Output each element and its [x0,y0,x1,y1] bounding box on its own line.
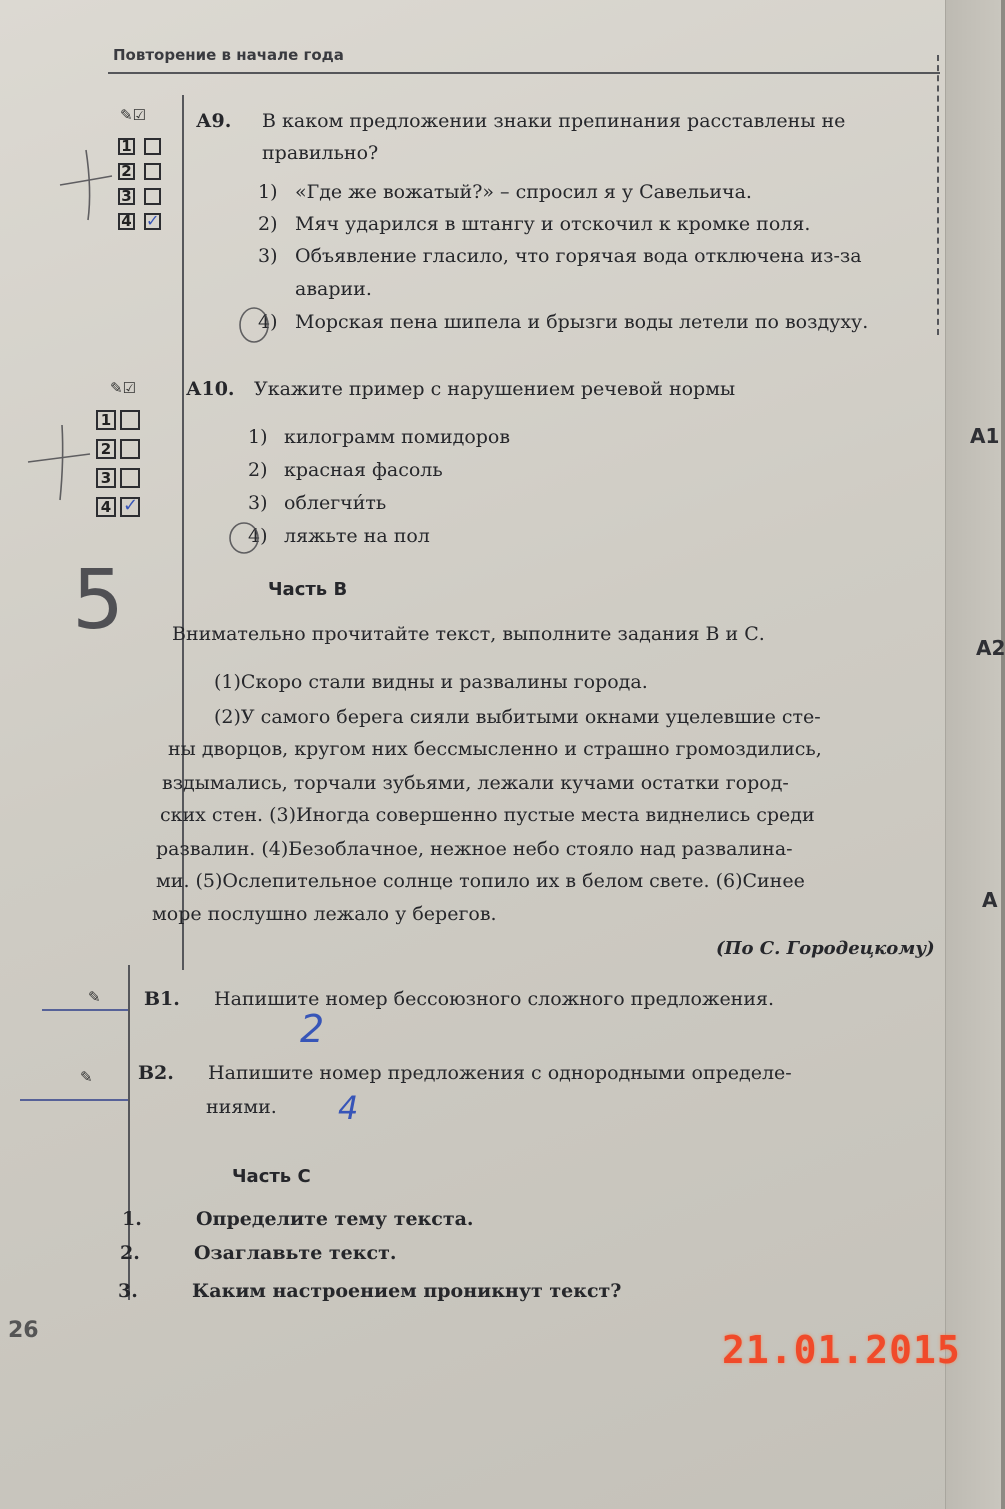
b2-number: В2. [138,1062,174,1084]
a10-box-2: 2 [96,439,116,459]
edge-label-a: А [982,888,998,912]
a9-option-1-num: 1) [258,181,278,203]
date-stamp: 21.01.2015 [722,1328,961,1372]
a10-option-4-num: 4) [248,525,268,547]
a9-option-4: Морская пена шипела и брызги воды летели по воздуху. [295,311,869,333]
b2-handwritten-answer: 4 [338,1089,359,1127]
a9-question-line1: В каком предложении знаки препинания расставлены не [262,110,846,132]
a9-option-3-cont: аварии. [295,278,372,300]
a9-box-3: 3 [118,188,135,205]
a10-box-3: 3 [96,468,116,488]
checkmark-icon: ✓ [123,495,139,516]
a10-option-4: ляжьте на пол [284,525,430,547]
a9-box-2: 2 [118,163,135,180]
c1-text: Определите тему текста. [196,1208,474,1230]
text-line-5: ских стен. (3)Иногда совершенно пустые места виднелись среди [160,804,815,826]
a9-option-3: Объявление гласило, что горячая вода отключена из-за [295,245,862,267]
a10-question: Укажите пример с нарушением речевой нормы [254,378,736,400]
a10-option-2-num: 2) [248,459,268,481]
c2-text: Озаглавьте текст. [194,1242,397,1264]
a9-option-4-num: 4) [258,311,278,333]
c2-number: 2. [120,1242,140,1264]
a10-box-4: 4 [96,497,116,517]
a9-number: А9. [196,110,232,132]
checkmark-icon: ✓ [146,211,160,230]
edge-label-a1: А1 [970,424,1000,448]
text-attribution: (По С. Городецкому) [716,938,935,959]
a9-box-4: 4 [118,213,135,230]
a10-option-3: облегчи́ть [284,492,387,514]
text-line-6: развалин. (4)Безоблачное, нежное небо стояло над развалина- [156,838,793,860]
a10-option-3-num: 3) [248,492,268,514]
a10-option-2: красная фасоль [284,459,443,481]
text-line-2: (2)У самого берега сияли выбитыми окнами уцелевшие сте- [214,706,821,728]
pencil-icon: ✎ [88,988,101,1006]
part-b-instruction: Внимательно прочитайте текст, выполните задания В и С. [172,623,765,645]
text-line-8: море послушно лежало у берегов. [152,903,497,925]
c3-text: Каким настроением проникнут текст? [192,1280,622,1302]
edge-label-a2: А2 [976,636,1005,660]
b1-question: Напишите номер бессоюзного сложного предложения. [214,988,775,1010]
a9-option-3-num: 3) [258,245,278,267]
text-line-7: ми. (5)Ослепительное солнце топило их в белом свете. (6)Синее [156,870,805,892]
part-b-title: Часть В [268,579,348,600]
text-line-4: вздымались, торчали зубьями, лежали кучами остатки город- [162,772,789,794]
pencil-icon: ✎ [80,1068,93,1086]
a9-option-2-num: 2) [258,213,278,235]
b1-number: В1. [144,988,180,1010]
b2-question: Напишите номер предложения с однородными определе- [208,1062,792,1084]
a10-option-1-num: 1) [248,426,268,448]
a10-option-1: килограмм помидоров [284,426,511,448]
page-number: 26 [8,1318,39,1343]
c3-number: 3. [118,1280,138,1302]
handwritten-grade: 5 [72,553,125,648]
text-line-1: (1)Скоро стали видны и развалины города. [214,671,648,693]
section-header: Повторение в начале года [113,46,344,64]
pencil-icon: ✎☑ [110,379,137,397]
a9-box-1: 1 [118,138,135,155]
a10-number: А10. [186,378,235,400]
b2-question-cont: ниями. [206,1096,277,1118]
text-line-3: ны дворцов, кругом них бессмысленно и страшно громоздились, [168,738,822,760]
a9-option-2: Мяч ударился в штангу и отскочил к кромке поля. [295,213,811,235]
b1-handwritten-answer: 2 [300,1007,325,1051]
a10-box-1: 1 [96,410,116,430]
a9-question-line2: правильно? [262,142,379,164]
c1-number: 1. [122,1208,142,1230]
a9-option-1: «Где же вожатый?» – спросил я у Савельича. [295,181,752,203]
part-c-title: Часть С [232,1166,311,1187]
pencil-icon: ✎☑ [120,106,147,124]
